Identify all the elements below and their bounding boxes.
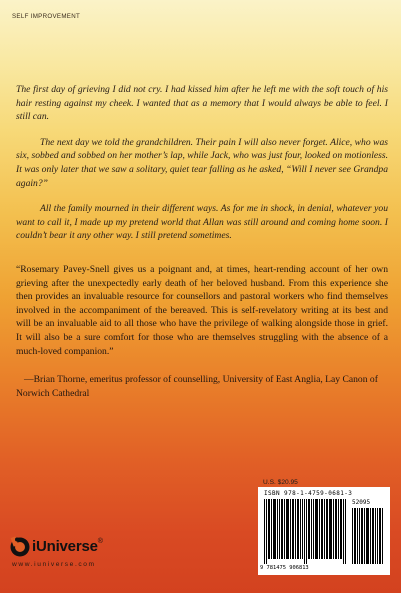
excerpt-paragraph: The next day we told the grandchildren. Their pain I will also never forget. Alice, who was six, sobbed and sobbed on her mother’s lap, while Jack, who was just four, looked on motionless. It was only later that we saw a solitary, quiet tear falling as he asked, “Will I never see Grandpa again?” [16, 136, 388, 189]
barcode [258, 487, 390, 575]
price-barcode-bars [352, 508, 384, 564]
publisher-logo [10, 536, 140, 576]
iuniverse-logo-icon [10, 536, 30, 558]
excerpt-paragraph: All the family mourned in their different ways. As for me in shock, in denial, whatever you want to call it, I made up my pretend world that Allan was still around and coming home soon. I couldn’t bear it any other way. I still pretend sometimes. [16, 203, 388, 242]
publisher-name [32, 538, 103, 555]
isbn-label: ISBN 978-1-4759-0681-3 [264, 490, 353, 497]
category-label: SELF IMPROVEMENT [12, 13, 81, 20]
publisher-url: www.iuniverse.com [12, 561, 96, 568]
review-block [16, 263, 388, 358]
price-label: U.S. $20.95 [263, 479, 298, 486]
excerpt-block [16, 83, 388, 255]
ean-barcode-bars [264, 499, 348, 564]
publisher-name-text: iUniverse [32, 538, 98, 555]
price-code: 52095 [352, 499, 371, 506]
ean-digits: 9 781475 906813 [260, 565, 309, 571]
review-attribution-block [16, 373, 388, 400]
review-attribution: —Brian Thorne, emeritus professor of counselling, University of East Anglia, Lay Canon of Norwich Cathedral [16, 374, 378, 399]
review-quote: “Rosemary Pavey-Snell gives us a poignant and, at times, heart-rending account of her own grieving after the unexpectedly early death of her beloved husband. From this experience she then provides an invaluable resource for counsellors and pastoral workers who find themselves involved in the accompaniment of the bereaved. This is self-revelatory writing at its best and will be an invaluable aid to all those who have the privilege of walking alongside those in grief. It will also be a sure comfort for those who are themselves struggling with the absence of a much-loved companion.” [16, 264, 388, 357]
excerpt-paragraph: The first day of grieving I did not cry. I had kissed him after he left me with the soft touch of his hair resting against my cheek. I wanted that as a memory that I would always be able to feel. I still can. [16, 84, 388, 123]
trademark-symbol: ® [97, 538, 103, 545]
